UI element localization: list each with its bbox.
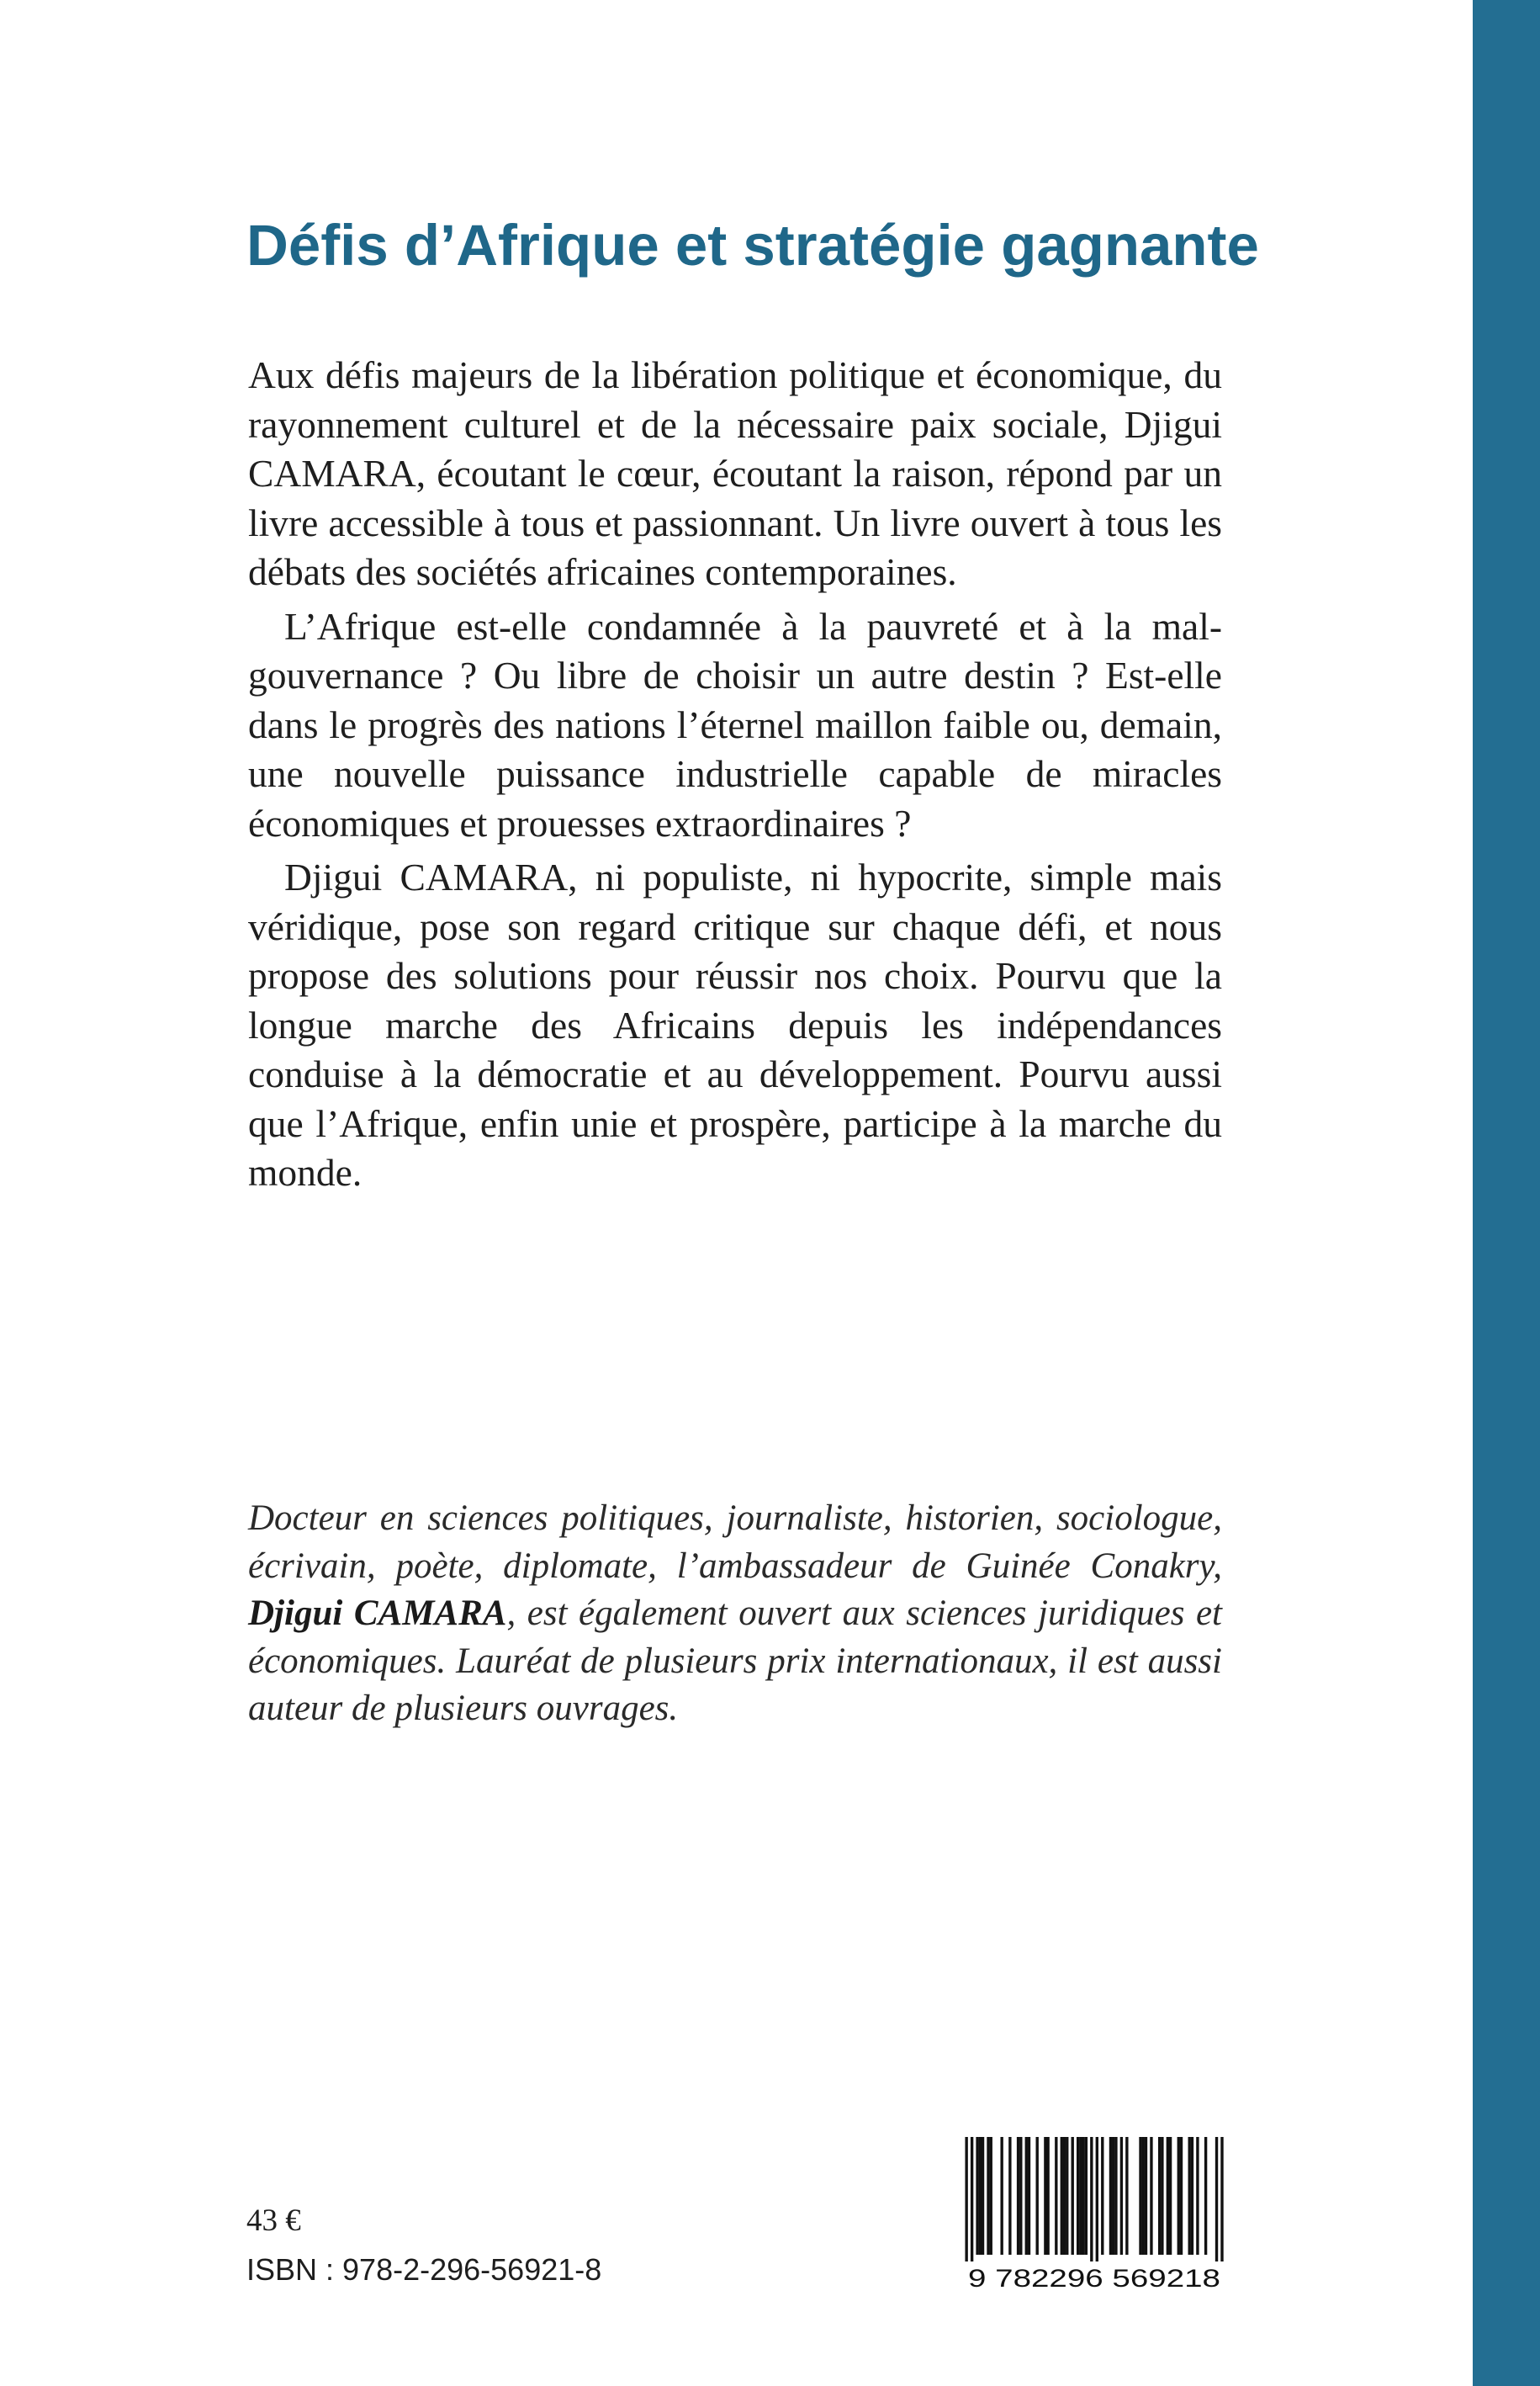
- barcode-bar: [1114, 2137, 1117, 2255]
- author-bio: [248, 1495, 1222, 1733]
- price-label: 43 €: [246, 2203, 301, 2238]
- barcode-bar: [1072, 2137, 1074, 2255]
- barcode-bar: [1063, 2137, 1066, 2255]
- barcode-bar: [976, 2137, 978, 2255]
- barcode-bar: [1196, 2137, 1199, 2255]
- barcode-bar: [1085, 2137, 1088, 2255]
- barcode-bar: [1077, 2137, 1079, 2255]
- barcode-bar: [1150, 2137, 1152, 2255]
- barcode-bar: [1090, 2137, 1093, 2261]
- barcode-bar: [1036, 2137, 1039, 2255]
- barcode-bar: [1096, 2137, 1098, 2261]
- barcode-bar: [1215, 2137, 1218, 2261]
- barcode-bar: [1145, 2137, 1147, 2255]
- back-cover-blurb: [248, 351, 1222, 1198]
- blurb-paragraph-2: L’Afrique est-elle condamnée à la pauvreté et à la mal-gouvernance ? Ou libre de choisir un autre destin ? Est-elle dans le progrès des nations l’éternel maillon faible ou, demain, une nouvelle puissance industrielle capable de miracles économiques et prouesses extraordinaires ?: [248, 604, 1222, 845]
- barcode-bar: [982, 2137, 984, 2255]
- barcode-bar: [1028, 2137, 1030, 2255]
- barcode-bar: [1055, 2137, 1057, 2255]
- barcode-bar: [971, 2137, 973, 2261]
- barcode-bar: [1120, 2137, 1123, 2255]
- author-name: Djigui CAMARA: [248, 1593, 507, 1633]
- barcode-bar: [1019, 2137, 1022, 2255]
- barcode-graphic: [960, 2137, 1229, 2293]
- barcode-bar: [1079, 2137, 1082, 2255]
- barcode-bar: [1142, 2137, 1145, 2255]
- book-title: Défis d’Afrique et stratégie gagnante: [246, 213, 1259, 278]
- barcode-bar: [1220, 2137, 1223, 2261]
- barcode-bar: [1109, 2137, 1112, 2255]
- barcode-bar: [965, 2137, 967, 2261]
- barcode-bar: [979, 2137, 982, 2255]
- barcode-bar: [1061, 2137, 1063, 2255]
- barcode-bar: [1191, 2137, 1193, 2255]
- barcode-bar: [1169, 2137, 1172, 2255]
- barcode-bar: [1008, 2137, 1011, 2255]
- barcode-bar: [1066, 2137, 1068, 2255]
- barcode-bar: [1000, 2137, 1003, 2255]
- barcode-bar: [1101, 2137, 1103, 2255]
- barcode-bar: [1177, 2137, 1180, 2255]
- barcode-bar: [1025, 2137, 1028, 2255]
- isbn-label: ISBN : 978-2-296-56921-8: [246, 2252, 602, 2287]
- spine-color-band: [1473, 0, 1540, 2386]
- barcode-bar: [1139, 2137, 1141, 2255]
- blurb-paragraph-3: Djigui CAMARA, ni populiste, ni hypocrite, simple mais véridique, pose son regard critique sur chaque défi, et nous propose des solutions pour réussir nos choix. Pourvu que la longue marche des Africains depuis les indépendances conduise à la démocratie et au développement. Pourvu aussi que l’Afrique, enfin unie et prospère, participe à la marche du monde.: [248, 856, 1222, 1194]
- barcode-bar: [1158, 2137, 1161, 2255]
- barcode-bar: [1046, 2137, 1049, 2255]
- barcode-bar: [1161, 2137, 1163, 2255]
- barcode-bar: [1180, 2137, 1183, 2255]
- author-bio-rest: , est également ouvert aux sciences juridiques et économiques. Lauréat de plusieurs prix internationaux, il est aussi auteur de plusieurs ouvrages.: [248, 1593, 1223, 1728]
- barcode-bar: [1082, 2137, 1084, 2255]
- barcode-bar: [1204, 2137, 1207, 2255]
- barcode-bar: [1112, 2137, 1114, 2255]
- barcode-bar: [987, 2137, 989, 2255]
- barcode-bar: [1167, 2137, 1169, 2255]
- barcode: [960, 2137, 1229, 2293]
- barcode-bar: [1125, 2137, 1128, 2255]
- author-bio-intro: Docteur en sciences politiques, journaliste, historien, sociologue, écrivain, poète, diplomate, l’ambassadeur de Guinée Conakry,: [248, 1498, 1222, 1586]
- barcode-bar: [1017, 2137, 1019, 2255]
- barcode-bars: [965, 2137, 1223, 2261]
- barcode-bar: [1188, 2137, 1191, 2255]
- blurb-paragraph-1: Aux défis majeurs de la libération politique et économique, du rayonnement culturel et de la nécessaire paix sociale, Djigui CAMARA, écoutant le cœur, écoutant la raison, répond par un livre accessible à tous et passionnant. Un livre ouvert à tous les débats des sociétés africaines contemporaines.: [248, 353, 1222, 593]
- barcode-digits: 9 782296 569218: [968, 2265, 1220, 2293]
- barcode-bar: [990, 2137, 992, 2255]
- barcode-bar: [1044, 2137, 1046, 2255]
